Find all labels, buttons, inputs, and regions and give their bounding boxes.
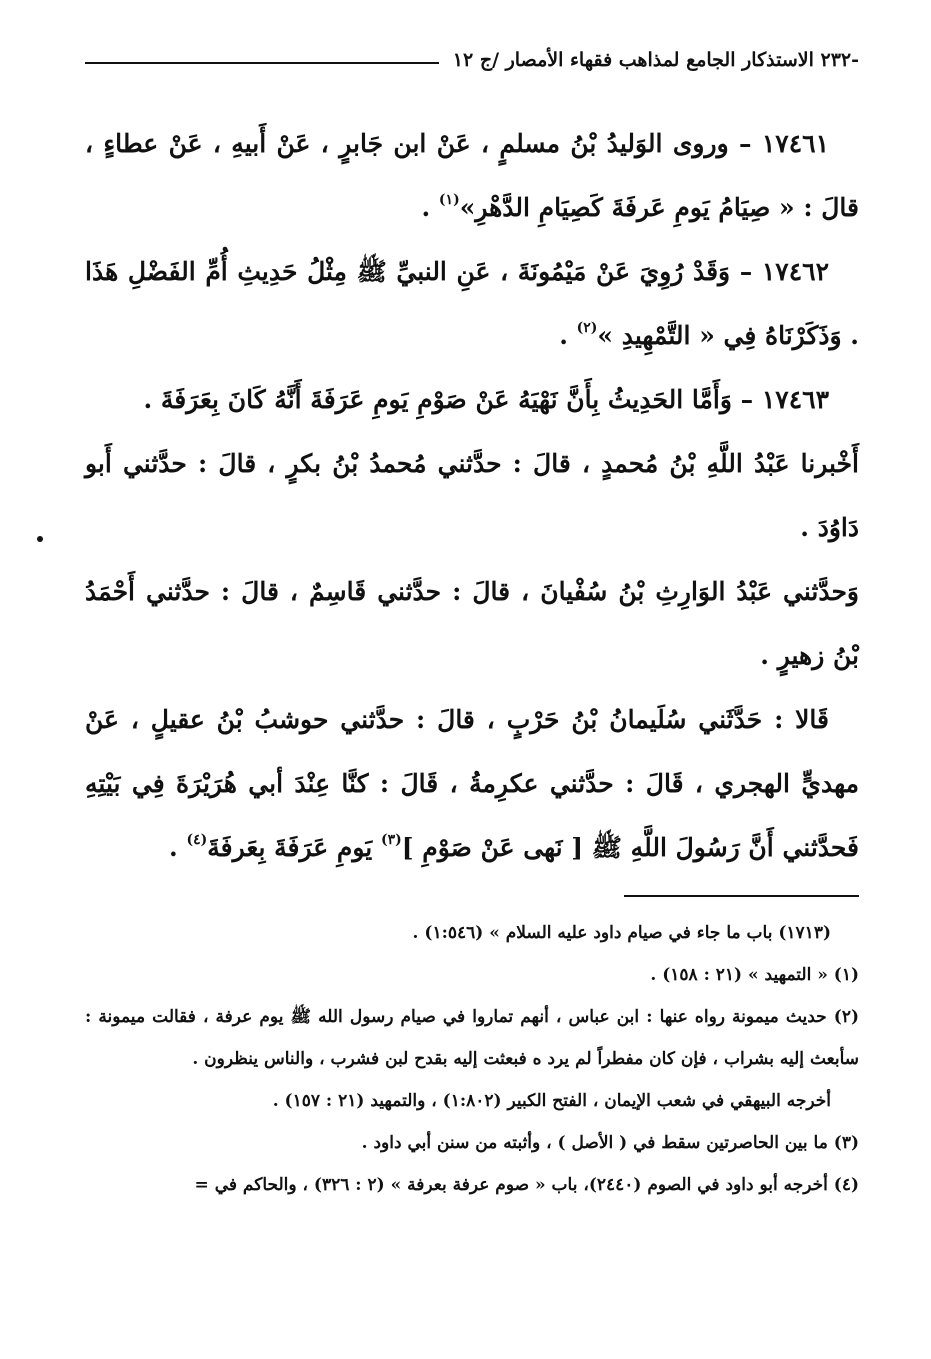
paragraph-isnad-1 — [85, 432, 859, 560]
paragraph-text: وَحدَّثني عَبْدُ الوَارِثِ بْنُ سُفْيانَ ، قالَ : حدَّثني قَاسِمٌ ، قالَ : حدَّثني أَحْمَدُ بْنُ زهيرٍ . — [85, 577, 859, 670]
paragraph-text: أَخْبرنا عَبْدُ اللَّهِ بْنُ مُحمدٍ ، قالَ : حدَّثني مُحمدُ بْنُ بكرٍ ، قالَ : حدَّثني أَبو دَاوُدَ . — [85, 449, 859, 542]
page-header — [85, 40, 859, 80]
paragraph-tail: . — [169, 833, 187, 862]
margin-dot — [37, 536, 43, 542]
paragraph-tail: . — [421, 193, 439, 222]
header-rule — [85, 62, 439, 64]
footnote-1713: (١٧١٣) باب ما جاء في صيام داود عليه السلام » (١:٥٤٦) . — [412, 923, 831, 943]
paragraph-text: ١٧٤٦٣ – وَأَمَّا الحَدِيثُ بِأَنَّ نَهْيَهُ عَنْ صَوْمِ يَومِ عَرَفَةَ أَنَّهُ كَانَ بِعَرَفَةَ . — [143, 385, 829, 414]
footnote-2-source: أخرجه البيهقي في شعب الإيمان ، الفتح الكبير (١:٨٠٢) ، والتمهيد (٢١ : ١٥٧) . — [272, 1091, 831, 1111]
footnote-1: (١) « التمهيد » (٢١ : ١٥٨) . — [650, 965, 859, 985]
footnote-2: (٢) حديث ميمونة رواه عنها : ابن عباس ، أنهم تماروا في صيام رسول الله ﷺ يوم عرفة ، فقالت ميمونة : سأبعث إليه بشراب ، فإن كان مفطراً لم يرد ه فبعثت إليه بقدح لبن فشرب ، والناس ينظرون . — [85, 1007, 859, 1069]
footnote-4: (٤) أخرجه أبو داود في الصوم (٢٤٤٠)، باب « صوم عرفة بعرفة » (٢ : ٣٢٦) ، والحاكم في = — [194, 1175, 859, 1195]
footnote-ref: (٣) — [380, 832, 402, 848]
paragraph-isnad-2 — [85, 560, 859, 688]
paragraph-text: قَالا : حَدَّثَني سُلَيمانُ بْنُ حَرْبٍ ، قالَ : حدَّثني حوشبُ بْنُ عقيلٍ ، عَنْ مهديٍّ الهجري ، قَالَ : حدَّثني عكرِمةُ ، قَالَ : كنَّا عِنْدَ أبي هُرَيْرَةَ فِي بَيْتِهِ فَحدَّثني أَنَّ رَسُولَ اللَّهِ ﷺ [ نَهى عَنْ صَوْمِ ] — [85, 705, 859, 862]
paragraph-text: ١٧٤٦١ – وروى الوَليدُ بْنُ مسلمٍ ، عَنْ ابن جَابرٍ ، عَنْ أَبيهِ ، عَنْ عطاءٍ ، قالَ : « صِيَامُ يَومِ عَرفَةَ كَصِيَامِ الدَّهْرِ» — [85, 129, 859, 222]
paragraph-text: ١٧٤٦٢ – وَقَدْ رُوِيَ عَنْ مَيْمُونَةَ ، عَنِ النبيِّ ﷺ مِثْلُ حَدِيثِ أُمِّ الفَضْلِ هَذَا . وَذَكَرْنَاهُ فِي « التَّمْهِيدِ » — [85, 257, 859, 350]
main-text — [85, 112, 859, 880]
paragraph-tail: يَومِ عَرَفَةَ بِعَرفَةَ — [207, 833, 381, 862]
footnote-3: (٣) ما بين الحاصرتين سقط في ( الأصل ) ، وأثبته من سنن أبي داود . — [361, 1133, 859, 1153]
paragraph-17462 — [85, 240, 859, 368]
paragraph-hadith — [85, 688, 859, 880]
footnote-ref: (١) — [438, 192, 460, 208]
footnote-ref: (٤) — [186, 832, 208, 848]
paragraph-17463 — [85, 368, 859, 432]
paragraph-tail: . — [559, 321, 577, 350]
running-header-title: -٢٣٢ الاستذكار الجامع لمذاهب فقهاء الأمصار /ج ١٢ — [452, 49, 859, 71]
paragraph-17461 — [85, 112, 859, 240]
footnote-ref: (٢) — [576, 320, 598, 336]
footnotes — [85, 912, 859, 1206]
footnote-separator — [624, 895, 859, 897]
